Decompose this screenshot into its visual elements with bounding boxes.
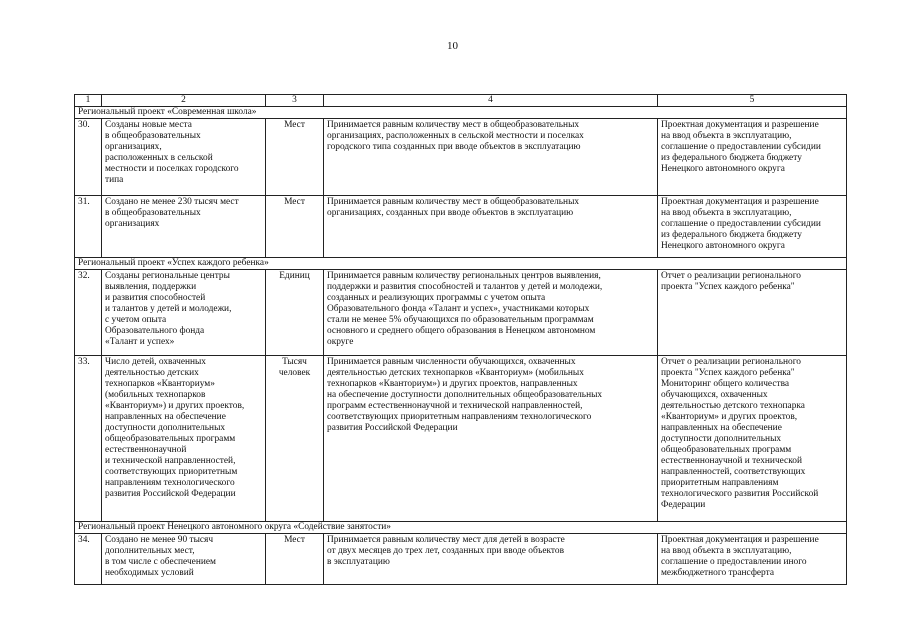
row-number: 32.: [75, 270, 102, 356]
table-row: [75, 534, 847, 585]
section-title: Региональный проект «Успех каждого ребенка»: [75, 258, 847, 270]
method-cell: Принимается равным количеству мест в общеобразовательных организациях, расположенных в сельской местности и поселках городского типа созданных при вводе объектов в эксплуатацию: [324, 119, 658, 196]
method-cell: Принимается равным количеству мест в общеобразовательных организациях, созданных при вводе объектов в эксплуатацию: [324, 196, 658, 258]
table-row: [75, 270, 847, 356]
indicator-name: Число детей, охваченных деятельностью детских технопарков «Кванториум» (мобильных технопарков «Кванториум») и других проектов, направленных на обеспечение доступности дополнительных общеобразовательных программ естественнонаучной и технической направленностей, соответствующих приоритетным направлениям технологического развития Российской Федерации: [102, 356, 266, 522]
table-row: [75, 196, 847, 258]
method-cell: Принимается равным количеству региональных центров выявления, поддержки и развития способностей и талантов у детей и молодежи, созданных и реализующих программы с учетом опыта Образовательного фонда «Талант и успех», участниками которых стали не менее 5% обучающихся по образовательным программам основного и среднего общего образования в Ненецком автономном округе: [324, 270, 658, 356]
column-header: 5: [658, 95, 847, 107]
unit-cell: Мест: [266, 534, 324, 585]
unit-cell: Тысяч человек: [266, 356, 324, 522]
method-cell: Принимается равным количеству мест для детей в возрасте от двух месяцев до трех лет, созданных при вводе объектов в эксплуатацию: [324, 534, 658, 585]
section-title: Региональный проект Ненецкого автономного округа «Содействие занятости»: [75, 522, 847, 534]
row-number: 31.: [75, 196, 102, 258]
row-number: 34.: [75, 534, 102, 585]
source-cell: Проектная документация и разрешение на ввод объекта в эксплуатацию, соглашение о предоставлении иного межбюджетного трансферта: [658, 534, 847, 585]
indicators-table: [74, 94, 847, 585]
unit-cell: Единиц: [266, 270, 324, 356]
source-cell: Проектная документация и разрешение на ввод объекта в эксплуатацию, соглашение о предоставлении субсидии из федерального бюджета бюджету Ненецкого автономного округа: [658, 196, 847, 258]
column-header: 3: [266, 95, 324, 107]
method-cell: Принимается равным численности обучающихся, охваченных деятельностью детских технопарков «Кванториум» (мобильных технопарков «Кванториум») и других проектов, направленных на обеспечение доступности дополнительных общеобразовательных программ естественнонаучной и технической направленностей, соответствующих приоритетным направлениям технологического развития Российской Федерации: [324, 356, 658, 522]
indicator-name: Создано не менее 230 тысяч мест в общеобразовательных организациях: [102, 196, 266, 258]
source-cell: Проектная документация и разрешение на ввод объекта в эксплуатацию, соглашение о предоставлении субсидии из федерального бюджета бюджету Ненецкого автономного округа: [658, 119, 847, 196]
section-row: [75, 107, 847, 119]
section-title: Региональный проект «Современная школа»: [75, 107, 847, 119]
column-header-row: [75, 95, 847, 107]
table-row: [75, 119, 847, 196]
unit-cell: Мест: [266, 196, 324, 258]
indicator-name: Создано не менее 90 тысяч дополнительных мест, в том числе с обеспечением необходимых условий: [102, 534, 266, 585]
page-number: 10: [447, 40, 458, 52]
column-header: 2: [102, 95, 266, 107]
table-row: [75, 356, 847, 522]
column-header: 4: [324, 95, 658, 107]
section-row: [75, 258, 847, 270]
row-number: 30.: [75, 119, 102, 196]
row-number: 33.: [75, 356, 102, 522]
column-header: 1: [75, 95, 102, 107]
indicator-name: Созданы новые места в общеобразовательных организациях, расположенных в сельской местности и поселках городского типа: [102, 119, 266, 196]
section-row: [75, 522, 847, 534]
indicator-name: Созданы региональные центры выявления, поддержки и развития способностей и талантов у детей и молодежи, с учетом опыта Образовательного фонда «Талант и успех»: [102, 270, 266, 356]
source-cell: Отчет о реализации регионального проекта "Успех каждого ребенка": [658, 270, 847, 356]
unit-cell: Мест: [266, 119, 324, 196]
source-cell: Отчет о реализации регионального проекта "Успех каждого ребенка" Мониторинг общего количества обучающихся, охваченных деятельностью детского технопарка «Кванториум» и других проектов, направленных на обеспечение доступности дополнительных общеобразовательных программ естественнонаучной и технической направленностей, соответствующих приоритетным направлениям технологического развития Российской Федерации: [658, 356, 847, 522]
